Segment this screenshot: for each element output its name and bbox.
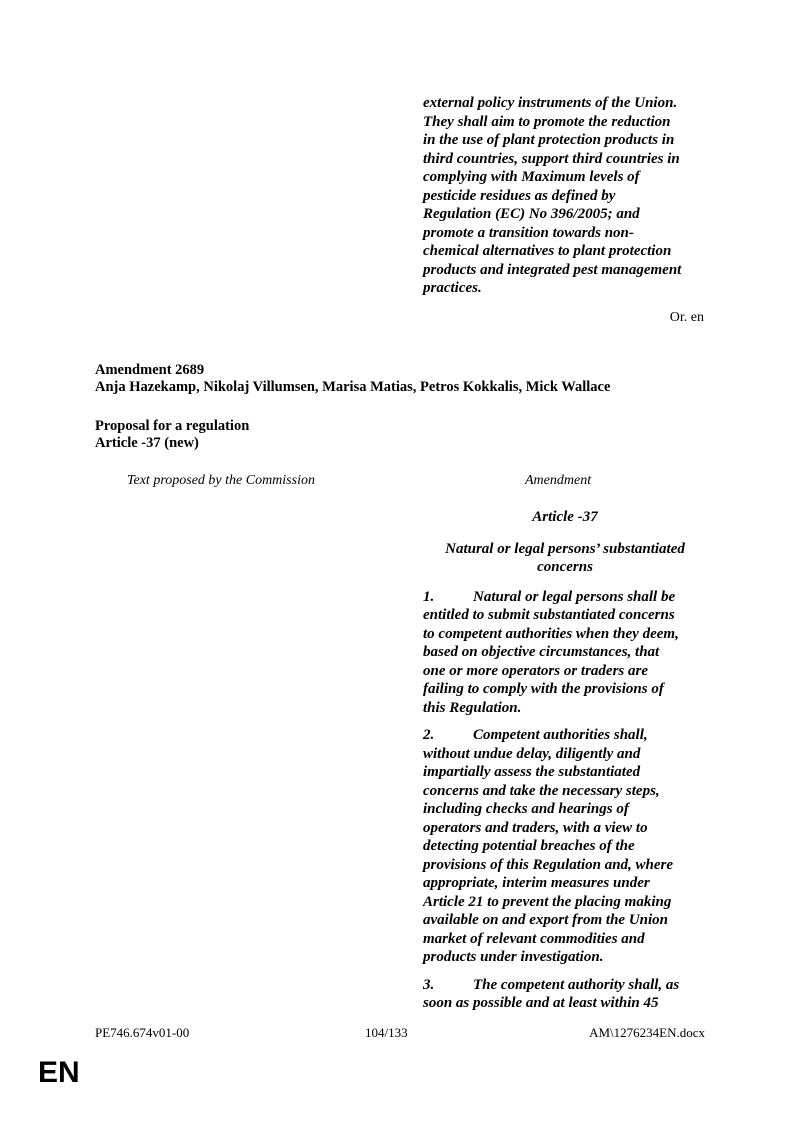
text-line: based on objective circumstances, that xyxy=(423,644,660,660)
text-line: complying with Maximum levels of xyxy=(423,169,640,185)
text-line: practices. xyxy=(423,280,482,296)
text-line: market of relevant commodities and xyxy=(423,930,645,947)
amendment-heading xyxy=(95,362,735,396)
text-line: third countries, support third countries in xyxy=(423,150,680,167)
text-line: this Regulation. xyxy=(423,699,522,716)
text-line: 3. The competent authority shall, as xyxy=(423,976,680,993)
text-line: 2. Competent authorities shall, xyxy=(423,727,648,743)
text-line: concerns and take the necessary steps, xyxy=(423,782,660,799)
commission-text-header: Text proposed by the Commission xyxy=(127,473,315,488)
paragraph-3 xyxy=(423,976,707,1013)
proposal-article: Article -37 (new) xyxy=(95,435,199,451)
file-name: AM\1276234EN.docx xyxy=(589,1025,705,1040)
paragraph-number: 1. xyxy=(423,588,435,605)
text-line: operators and traders, with a view to xyxy=(423,819,648,836)
original-language-note: Or. en xyxy=(669,310,704,325)
text-line: available on and export from the Union xyxy=(423,912,669,928)
text-line: failing to comply with the provisions of xyxy=(423,681,664,697)
text-line: including checks and hearings of xyxy=(423,801,629,817)
amendment-number: Amendment 2689 xyxy=(95,362,205,378)
text-line: one or more operators or traders are xyxy=(423,662,649,679)
text-line: soon as possible and at least within 45 xyxy=(423,995,659,1011)
article-title-line: Natural or legal persons’ substantiated xyxy=(445,540,685,557)
text-line: to competent authorities when they deem, xyxy=(423,625,679,642)
text-line: entitled to submit substantiated concerns xyxy=(423,607,675,623)
document-reference: PE746.674v01-00 xyxy=(95,1025,190,1040)
continued-amendment-text xyxy=(423,94,708,298)
article-title-line: concerns xyxy=(537,559,593,575)
text-line: pesticide residues as defined by xyxy=(423,187,616,204)
text-line: without undue delay, diligently and xyxy=(423,745,641,762)
amendment-authors: Anja Hazekamp, Nikolaj Villumsen, Marisa Matias, Petros Kokkalis, Mick Wallace xyxy=(95,379,611,395)
proposal-title: Proposal for a regulation xyxy=(95,418,250,434)
text-line: They shall aim to promote the reduction xyxy=(423,113,671,130)
article-title xyxy=(423,540,707,577)
text-line: external policy instruments of the Union. xyxy=(423,95,678,111)
text-line: promote a transition towards non- xyxy=(423,224,634,241)
proposal-heading xyxy=(95,418,249,452)
paragraph-1 xyxy=(423,588,707,718)
text-line: products and integrated pest management xyxy=(423,261,682,278)
amendment-column-header: Amendment xyxy=(525,473,592,488)
article-number: Article -37 xyxy=(532,509,598,525)
paragraph-2 xyxy=(423,726,707,967)
text-line: appropriate, interim measures under xyxy=(423,875,650,891)
language-mark: EN xyxy=(38,1056,80,1089)
text-line: 1. Natural or legal persons shall be xyxy=(423,588,676,605)
text-line: impartially assess the substantiated xyxy=(423,764,641,780)
text-line: products under investigation. xyxy=(423,949,604,965)
text-line: provisions of this Regulation and, where xyxy=(423,856,674,873)
paragraph-number: 3. xyxy=(423,976,435,993)
paragraph-number: 2. xyxy=(423,727,435,743)
text-line: Article 21 to prevent the placing making xyxy=(423,893,672,910)
text-line: in the use of plant protection products in xyxy=(423,132,675,148)
text-line: Regulation (EC) No 396/2005; and xyxy=(423,206,640,222)
text-line: chemical alternatives to plant protection xyxy=(423,243,672,259)
amendment-body xyxy=(423,508,707,1022)
page-number: 104/133 xyxy=(365,1025,408,1040)
text-line: detecting potential breaches of the xyxy=(423,838,635,854)
